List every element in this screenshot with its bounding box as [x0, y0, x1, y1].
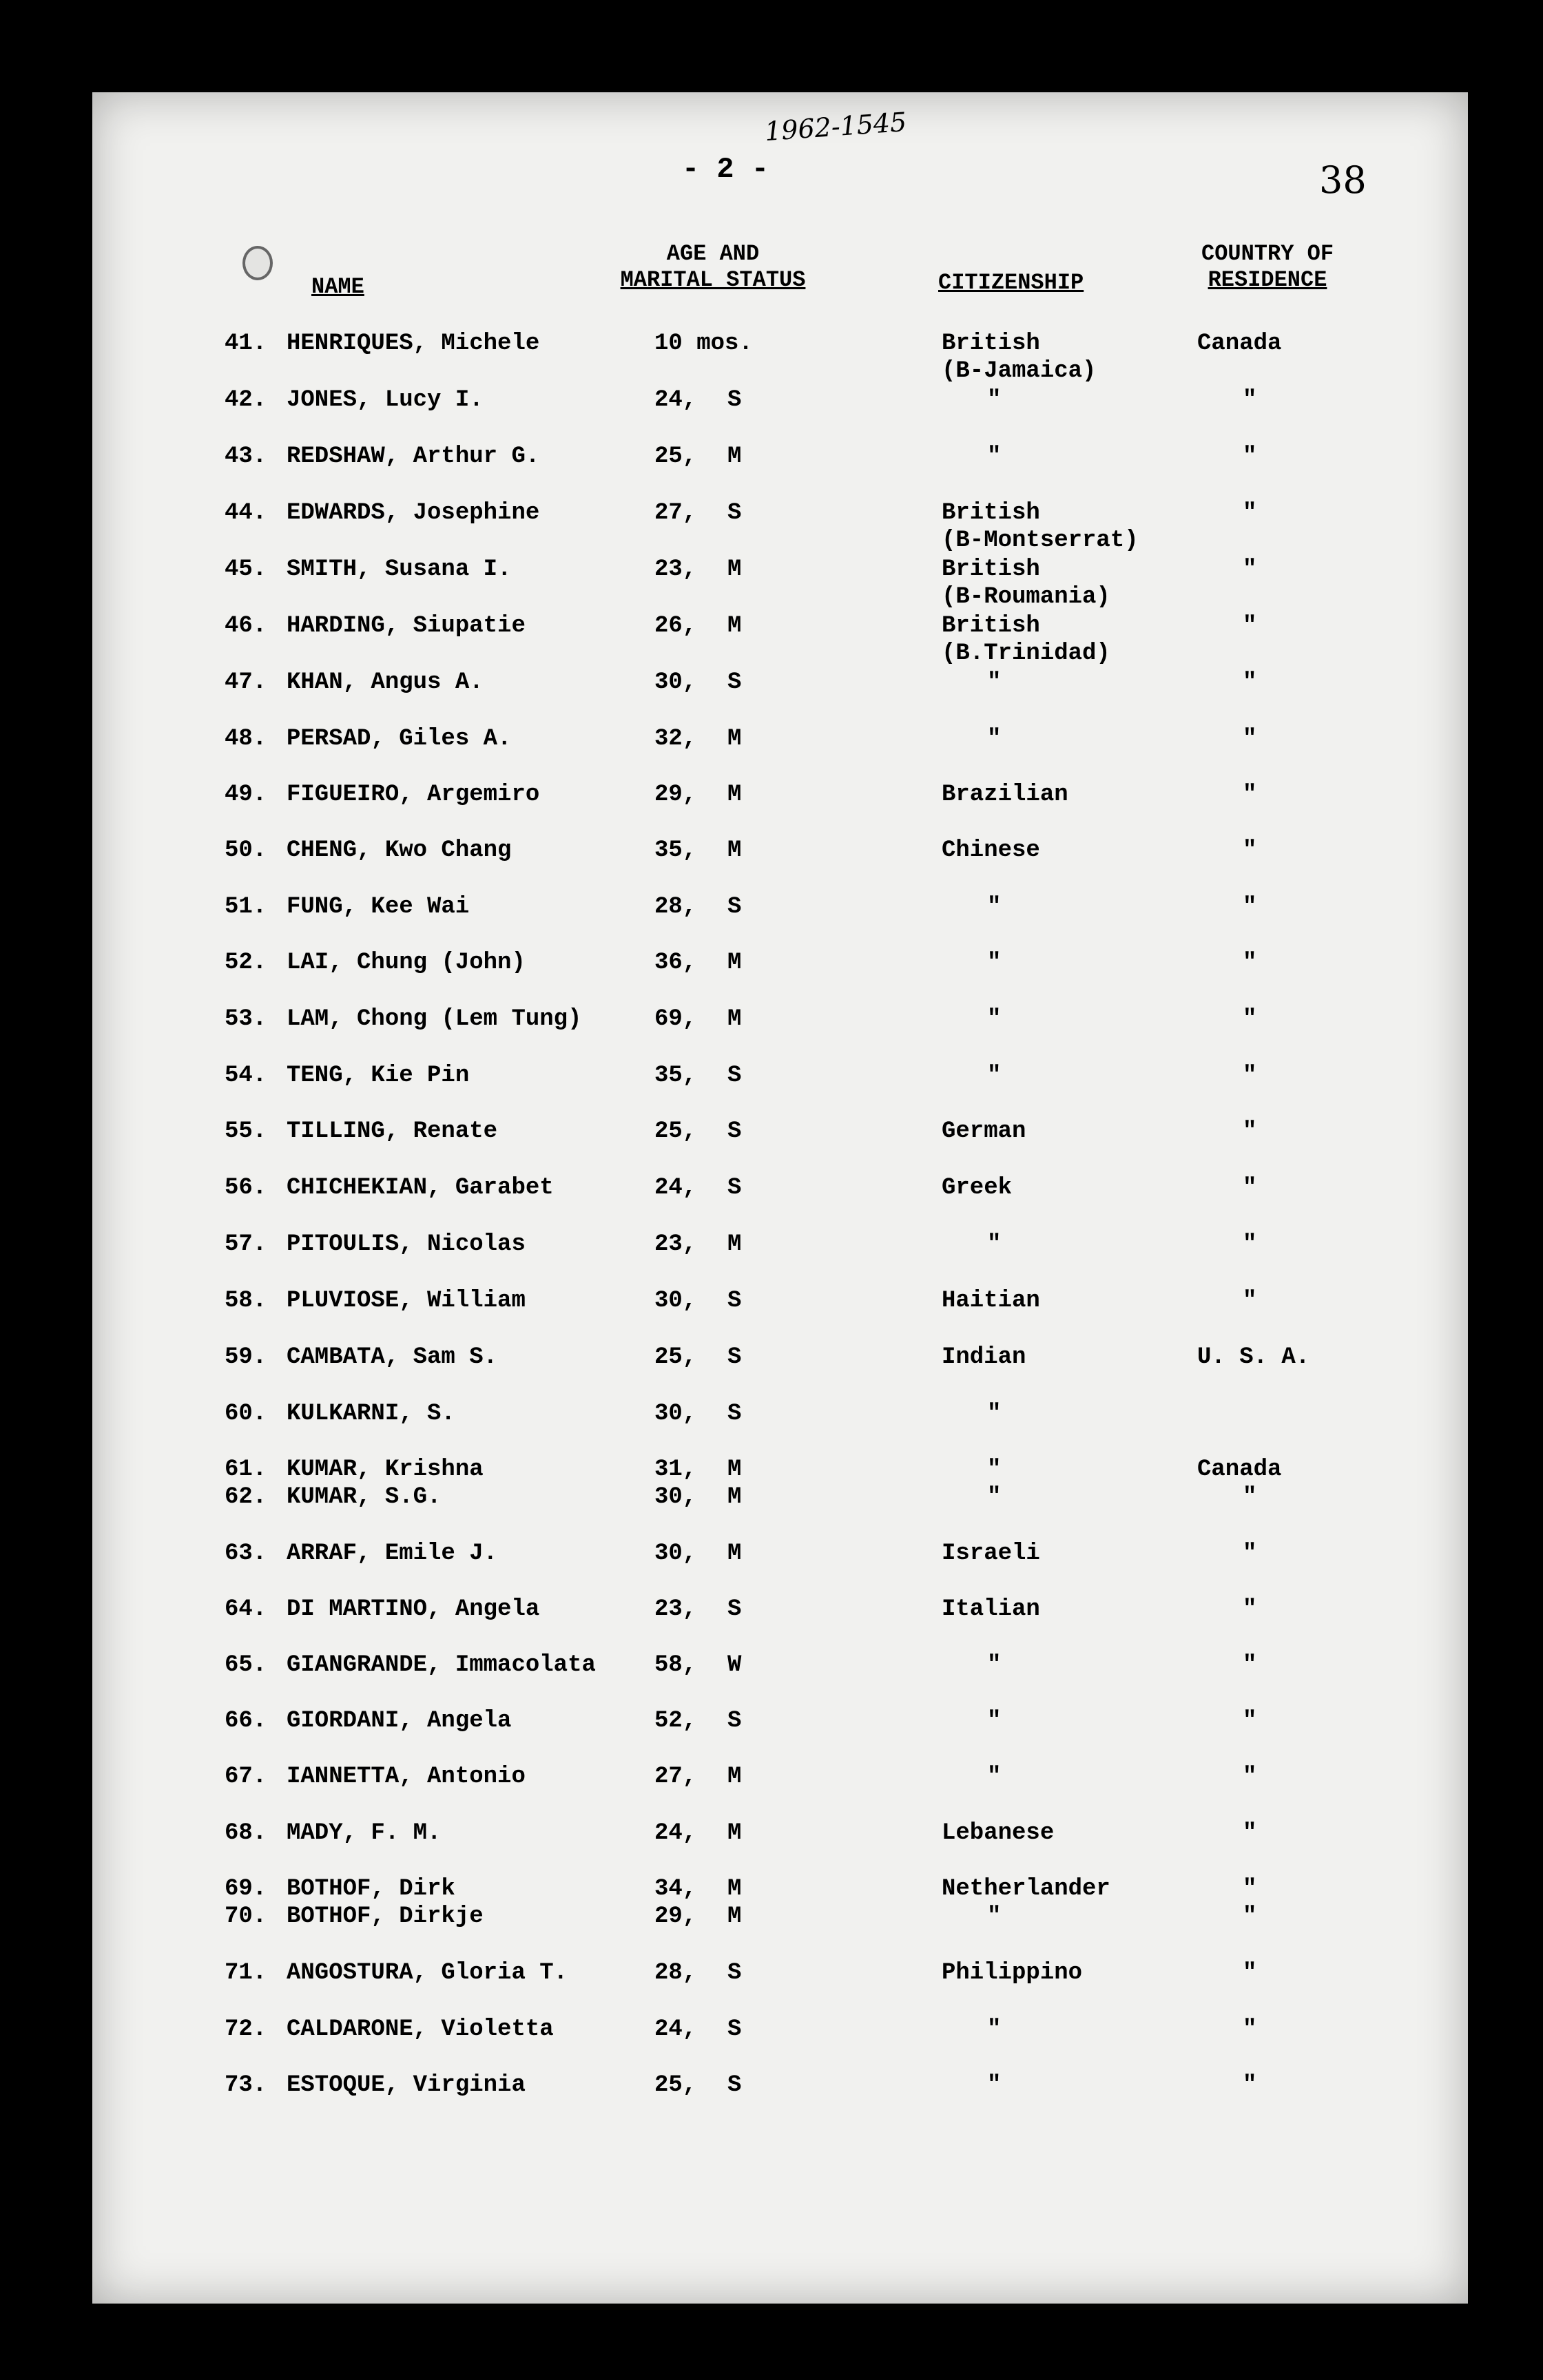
row-number: 67. [225, 1764, 267, 1790]
marital-status: S [727, 669, 742, 696]
residence: " [1243, 1231, 1257, 1257]
person-name: KUMAR, S.G. [287, 1484, 442, 1510]
person-name: CAMBATA, Sam S. [287, 1344, 498, 1370]
row-number: 56. [225, 1175, 267, 1201]
row-number: 62. [225, 1484, 267, 1510]
age: 30, [654, 1288, 697, 1314]
row-number: 52. [225, 950, 267, 976]
age: 23, [654, 556, 697, 583]
age: 58, [654, 1652, 697, 1678]
citizenship: " [987, 1231, 1002, 1257]
citizenship: British [942, 556, 1040, 583]
residence: " [1243, 387, 1257, 413]
marital-status: M [727, 443, 742, 470]
citizenship-note: (B-Roumania) [942, 584, 1110, 610]
citizenship-note: (B.Trinidad) [942, 640, 1110, 667]
citizenship: " [987, 1652, 1002, 1678]
marital-status: M [727, 556, 742, 583]
marital-status: M [727, 1484, 742, 1510]
citizenship: " [987, 1764, 1002, 1790]
age: 25, [654, 443, 697, 470]
marital-status: S [727, 1344, 742, 1370]
age: 23, [654, 1231, 697, 1257]
person-name: FIGUEIRO, Argemiro [287, 782, 540, 808]
citizenship: " [987, 2072, 1002, 2098]
citizenship: British [942, 500, 1040, 526]
marital-status: S [727, 387, 742, 413]
citizenship-note: (B-Jamaica) [942, 358, 1097, 384]
marital-status: M [727, 1764, 742, 1790]
citizenship: " [987, 443, 1002, 470]
residence: " [1243, 1006, 1257, 1032]
citizenship: " [987, 387, 1002, 413]
marital-status: M [727, 782, 742, 808]
person-name: REDSHAW, Arthur G. [287, 443, 540, 470]
citizenship-note: (B-Montserrat) [942, 528, 1139, 554]
marital-status: S [727, 2072, 742, 2098]
marital-status: S [727, 1596, 742, 1622]
marital-status: M [727, 1006, 742, 1032]
residence: " [1243, 1903, 1257, 1930]
residence: Canada [1197, 1457, 1282, 1483]
age: 34, [654, 1876, 697, 1902]
age: 23, [654, 1596, 697, 1622]
age: 25, [654, 1118, 697, 1145]
citizenship: " [987, 1401, 1002, 1427]
row-number: 68. [225, 1820, 267, 1846]
person-name: LAI, Chung (John) [287, 950, 526, 976]
person-name: MADY, F. M. [287, 1820, 442, 1846]
row-number: 42. [225, 387, 267, 413]
age: 29, [654, 782, 697, 808]
citizenship: " [987, 1708, 1002, 1734]
age: 29, [654, 1903, 697, 1930]
residence: " [1243, 1876, 1257, 1902]
age: 24, [654, 387, 697, 413]
person-name: ESTOQUE, Virginia [287, 2072, 526, 2098]
row-number: 57. [225, 1231, 267, 1257]
person-name: KHAN, Angus A. [287, 669, 484, 696]
marital-status: W [727, 1652, 742, 1678]
row-number: 60. [225, 1401, 267, 1427]
row-number: 44. [225, 500, 267, 526]
age: 10 mos. [654, 331, 753, 357]
residence: " [1243, 443, 1257, 470]
age: 25, [654, 1344, 697, 1370]
residence: " [1243, 2016, 1257, 2043]
age: 28, [654, 1960, 697, 1986]
residence: " [1243, 1652, 1257, 1678]
person-name: GIANGRANDE, Immacolata [287, 1652, 596, 1678]
residence: " [1243, 1118, 1257, 1145]
person-name: CALDARONE, Violetta [287, 2016, 554, 2043]
stamp-number: 38 [1319, 158, 1367, 202]
age: 24, [654, 2016, 697, 2043]
marital-status: S [727, 1708, 742, 1734]
residence: " [1243, 1175, 1257, 1201]
age: 52, [654, 1708, 697, 1734]
residence: " [1243, 1288, 1257, 1314]
citizenship: " [987, 726, 1002, 752]
row-number: 43. [225, 443, 267, 470]
row-number: 66. [225, 1708, 267, 1734]
age: 24, [654, 1820, 697, 1846]
person-name: PITOULIS, Nicolas [287, 1231, 526, 1257]
citizenship: Philippino [942, 1960, 1083, 1986]
marital-status: M [727, 1820, 742, 1846]
person-name: PERSAD, Giles A. [287, 726, 512, 752]
marital-status: S [727, 500, 742, 526]
citizenship: British [942, 613, 1040, 639]
age: 24, [654, 1175, 697, 1201]
row-number: 61. [225, 1457, 267, 1483]
person-name: FUNG, Kee Wai [287, 894, 470, 920]
citizenship: " [987, 894, 1002, 920]
age: 30, [654, 669, 697, 696]
residence: " [1243, 2072, 1257, 2098]
residence: " [1243, 1764, 1257, 1790]
header-age-marital: AGE AND MARITAL STATUS [620, 241, 806, 293]
residence: " [1243, 500, 1257, 526]
row-number: 50. [225, 837, 267, 864]
marital-status: S [727, 1288, 742, 1314]
row-number: 73. [225, 2072, 267, 2098]
row-number: 53. [225, 1006, 267, 1032]
person-name: HENRIQUES, Michele [287, 331, 540, 357]
citizenship: " [987, 669, 1002, 696]
citizenship: " [987, 1903, 1002, 1930]
header-name: NAME [311, 274, 364, 300]
citizenship: German [942, 1118, 1026, 1145]
row-number: 63. [225, 1541, 267, 1567]
person-name: SMITH, Susana I. [287, 556, 512, 583]
person-name: KUMAR, Krishna [287, 1457, 484, 1483]
marital-status: M [727, 950, 742, 976]
row-number: 41. [225, 331, 267, 357]
citizenship: " [987, 1006, 1002, 1032]
page-number: - 2 - [682, 153, 769, 186]
citizenship: " [987, 950, 1002, 976]
marital-status: S [727, 1063, 742, 1089]
row-number: 59. [225, 1344, 267, 1370]
residence: " [1243, 726, 1257, 752]
row-number: 64. [225, 1596, 267, 1622]
age: 28, [654, 894, 697, 920]
person-name: TENG, Kie Pin [287, 1063, 470, 1089]
person-name: EDWARDS, Josephine [287, 500, 540, 526]
residence: " [1243, 1596, 1257, 1622]
marital-status: M [727, 726, 742, 752]
marital-status: M [727, 1457, 742, 1483]
row-number: 54. [225, 1063, 267, 1089]
row-number: 51. [225, 894, 267, 920]
residence: " [1243, 556, 1257, 583]
age: 30, [654, 1541, 697, 1567]
row-number: 71. [225, 1960, 267, 1986]
residence: " [1243, 613, 1257, 639]
residence: " [1243, 669, 1257, 696]
row-number: 70. [225, 1903, 267, 1930]
marital-status: S [727, 1118, 742, 1145]
marital-status: M [727, 1903, 742, 1930]
residence: " [1243, 1820, 1257, 1846]
residence: " [1243, 1063, 1257, 1089]
citizenship: Greek [942, 1175, 1013, 1201]
marital-status: M [727, 837, 742, 864]
marital-status: S [727, 1960, 742, 1986]
residence: " [1243, 894, 1257, 920]
residence: " [1243, 1708, 1257, 1734]
person-name: DI MARTINO, Angela [287, 1596, 540, 1622]
person-name: CHICHEKIAN, Garabet [287, 1175, 554, 1201]
age: 69, [654, 1006, 697, 1032]
citizenship: " [987, 1457, 1002, 1483]
row-number: 65. [225, 1652, 267, 1678]
person-name: PLUVIOSE, William [287, 1288, 526, 1314]
age: 35, [654, 837, 697, 864]
marital-status: S [727, 2016, 742, 2043]
citizenship: Brazilian [942, 782, 1068, 808]
person-name: HARDING, Siupatie [287, 613, 526, 639]
citizenship: Chinese [942, 837, 1040, 864]
marital-status: M [727, 1541, 742, 1567]
age: 36, [654, 950, 697, 976]
person-name: BOTHOF, Dirk [287, 1876, 455, 1902]
person-name: IANNETTA, Antonio [287, 1764, 526, 1790]
citizenship: " [987, 1063, 1002, 1089]
header-citizenship: CITIZENSHIP [938, 270, 1084, 295]
residence: " [1243, 1484, 1257, 1510]
marital-status: S [727, 894, 742, 920]
residence: U. S. A. [1197, 1344, 1310, 1370]
age: 27, [654, 1764, 697, 1790]
row-number: 47. [225, 669, 267, 696]
marital-status: S [727, 1401, 742, 1427]
age: 35, [654, 1063, 697, 1089]
marital-status: M [727, 1876, 742, 1902]
person-name: CHENG, Kwo Chang [287, 837, 512, 864]
citizenship: Israeli [942, 1541, 1040, 1567]
row-number: 45. [225, 556, 267, 583]
person-name: ARRAF, Emile J. [287, 1541, 498, 1567]
punch-hole-icon [242, 246, 273, 280]
citizenship: " [987, 1484, 1002, 1510]
row-number: 46. [225, 613, 267, 639]
row-number: 58. [225, 1288, 267, 1314]
age: 31, [654, 1457, 697, 1483]
citizenship: Italian [942, 1596, 1040, 1622]
citizenship: Haitian [942, 1288, 1040, 1314]
row-number: 55. [225, 1118, 267, 1145]
marital-status: M [727, 1231, 742, 1257]
person-name: TILLING, Renate [287, 1118, 498, 1145]
residence: Canada [1197, 331, 1282, 357]
marital-status: S [727, 1175, 742, 1201]
age: 32, [654, 726, 697, 752]
age: 30, [654, 1401, 697, 1427]
person-name: BOTHOF, Dirkje [287, 1903, 484, 1930]
residence: " [1243, 1960, 1257, 1986]
person-name: LAM, Chong (Lem Tung) [287, 1006, 582, 1032]
citizenship: Lebanese [942, 1820, 1055, 1846]
residence: " [1243, 1541, 1257, 1567]
row-number: 48. [225, 726, 267, 752]
person-name: JONES, Lucy I. [287, 387, 484, 413]
age: 30, [654, 1484, 697, 1510]
header-residence: COUNTRY OF RESIDENCE [1201, 241, 1334, 293]
age: 25, [654, 2072, 697, 2098]
row-number: 72. [225, 2016, 267, 2043]
citizenship: British [942, 331, 1040, 357]
citizenship: Netherlander [942, 1876, 1110, 1902]
citizenship: Indian [942, 1344, 1026, 1370]
row-number: 49. [225, 782, 267, 808]
marital-status: M [727, 613, 742, 639]
residence: " [1243, 782, 1257, 808]
row-number: 69. [225, 1876, 267, 1902]
age: 27, [654, 500, 697, 526]
person-name: KULKARNI, S. [287, 1401, 455, 1427]
age: 26, [654, 613, 697, 639]
person-name: ANGOSTURA, Gloria T. [287, 1960, 568, 1986]
residence: " [1243, 837, 1257, 864]
person-name: GIORDANI, Angela [287, 1708, 512, 1734]
citizenship: " [987, 2016, 1002, 2043]
residence: " [1243, 950, 1257, 976]
handwritten-reference: 1962-1545 [763, 106, 908, 147]
